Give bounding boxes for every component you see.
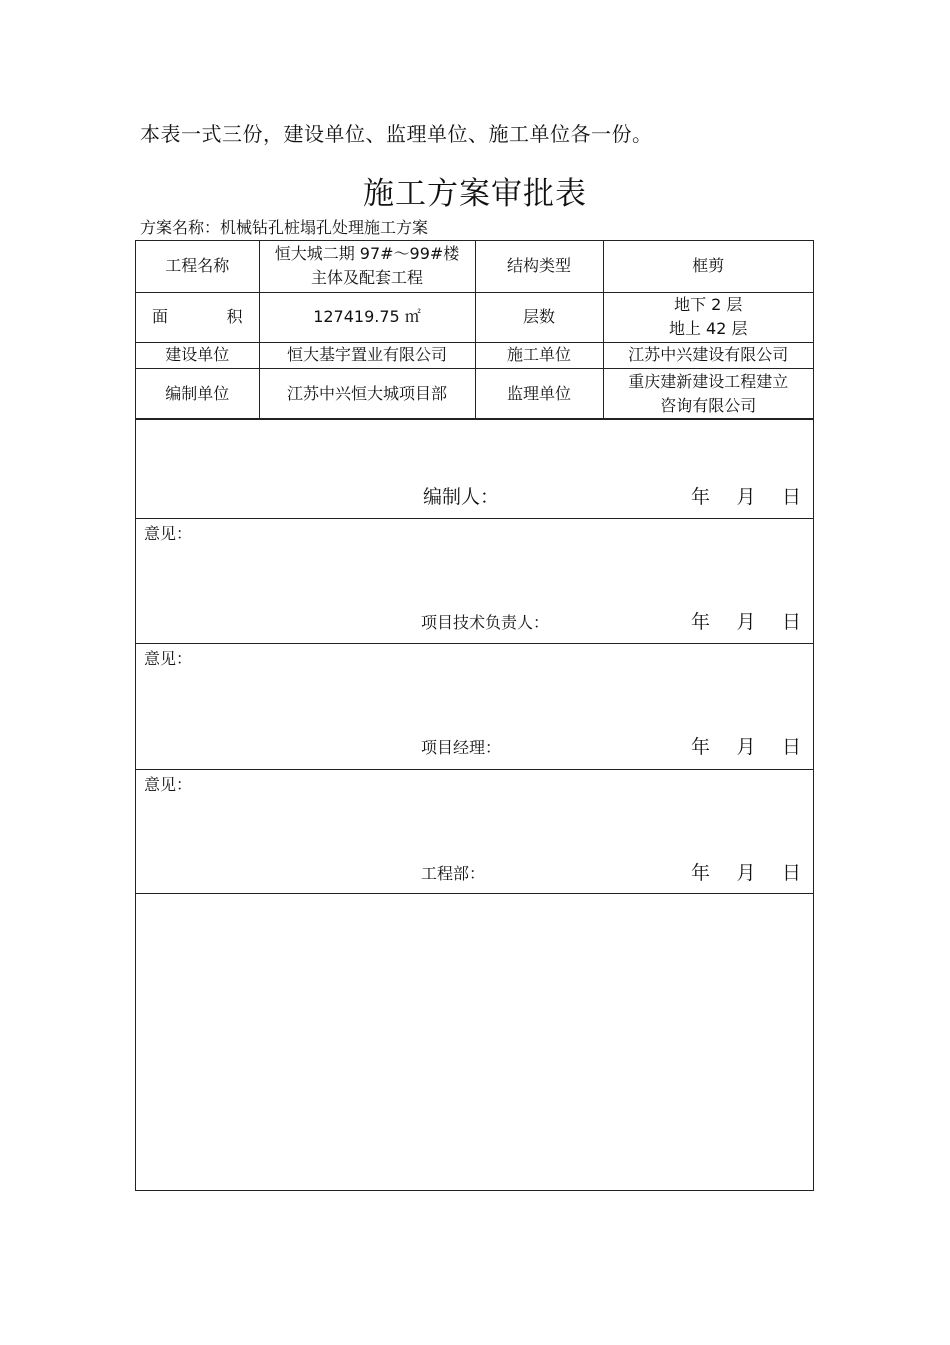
floors-label: 层数: [475, 292, 603, 342]
manager-opinion-section: [136, 643, 813, 769]
floors-value: 地下 2 层 地上 42 层: [603, 292, 813, 342]
dept-opinion-section: [136, 769, 813, 893]
area-value: 127419.75 ㎡: [259, 292, 475, 342]
table-row: [136, 342, 813, 368]
table-row: [136, 368, 813, 419]
structure-type-label: 结构类型: [475, 241, 603, 292]
supervisor-label: 监理单位: [475, 368, 603, 419]
area-label: 面 积: [136, 292, 259, 342]
manager-signature-label: 项目经理：: [421, 738, 502, 757]
manager-date: 年 月 日: [691, 736, 801, 758]
opinion-label: 意见：: [144, 524, 193, 543]
project-name-label: 工程名称: [136, 241, 259, 292]
contractor-label: 施工单位: [475, 342, 603, 368]
table-row: [136, 241, 813, 292]
plan-name: 方案名称：机械钻孔桩塌孔处理施工方案: [140, 218, 429, 237]
form-title: 施工方案审批表: [363, 176, 587, 212]
tech-date: 年 月 日: [691, 611, 801, 633]
compile-section: [136, 418, 813, 518]
dept-signature-label: 工程部：: [421, 864, 486, 883]
compiler-value: 江苏中兴恒大城项目部: [259, 368, 475, 419]
builder-label: 建设单位: [136, 342, 259, 368]
approval-form: [135, 240, 814, 1191]
structure-type-value: 框剪: [603, 241, 813, 292]
opinion-label: 意见：: [144, 775, 193, 794]
blank-section: [136, 893, 813, 1190]
dept-date: 年 月 日: [691, 862, 801, 884]
tech-opinion-section: [136, 518, 813, 643]
note-text: 本表一式三份，建设单位、监理单位、施工单位各一份。: [140, 122, 653, 146]
table-row: [136, 292, 813, 342]
contractor-value: 江苏中兴建设有限公司: [603, 342, 813, 368]
builder-value: 恒大基宇置业有限公司: [259, 342, 475, 368]
opinion-label: 意见：: [144, 649, 193, 668]
compile-date: 年 月 日: [691, 486, 801, 508]
project-name-value: 恒大城二期 97#～99#楼 主体及配套工程: [259, 241, 475, 292]
project-info-table: [136, 241, 813, 420]
compiler-signature-label: 编制人：: [423, 486, 500, 508]
supervisor-value: 重庆建新建设工程建立 咨询有限公司: [603, 368, 813, 419]
tech-lead-signature-label: 项目技术负责人：: [421, 613, 550, 632]
compiler-label: 编制单位: [136, 368, 259, 419]
